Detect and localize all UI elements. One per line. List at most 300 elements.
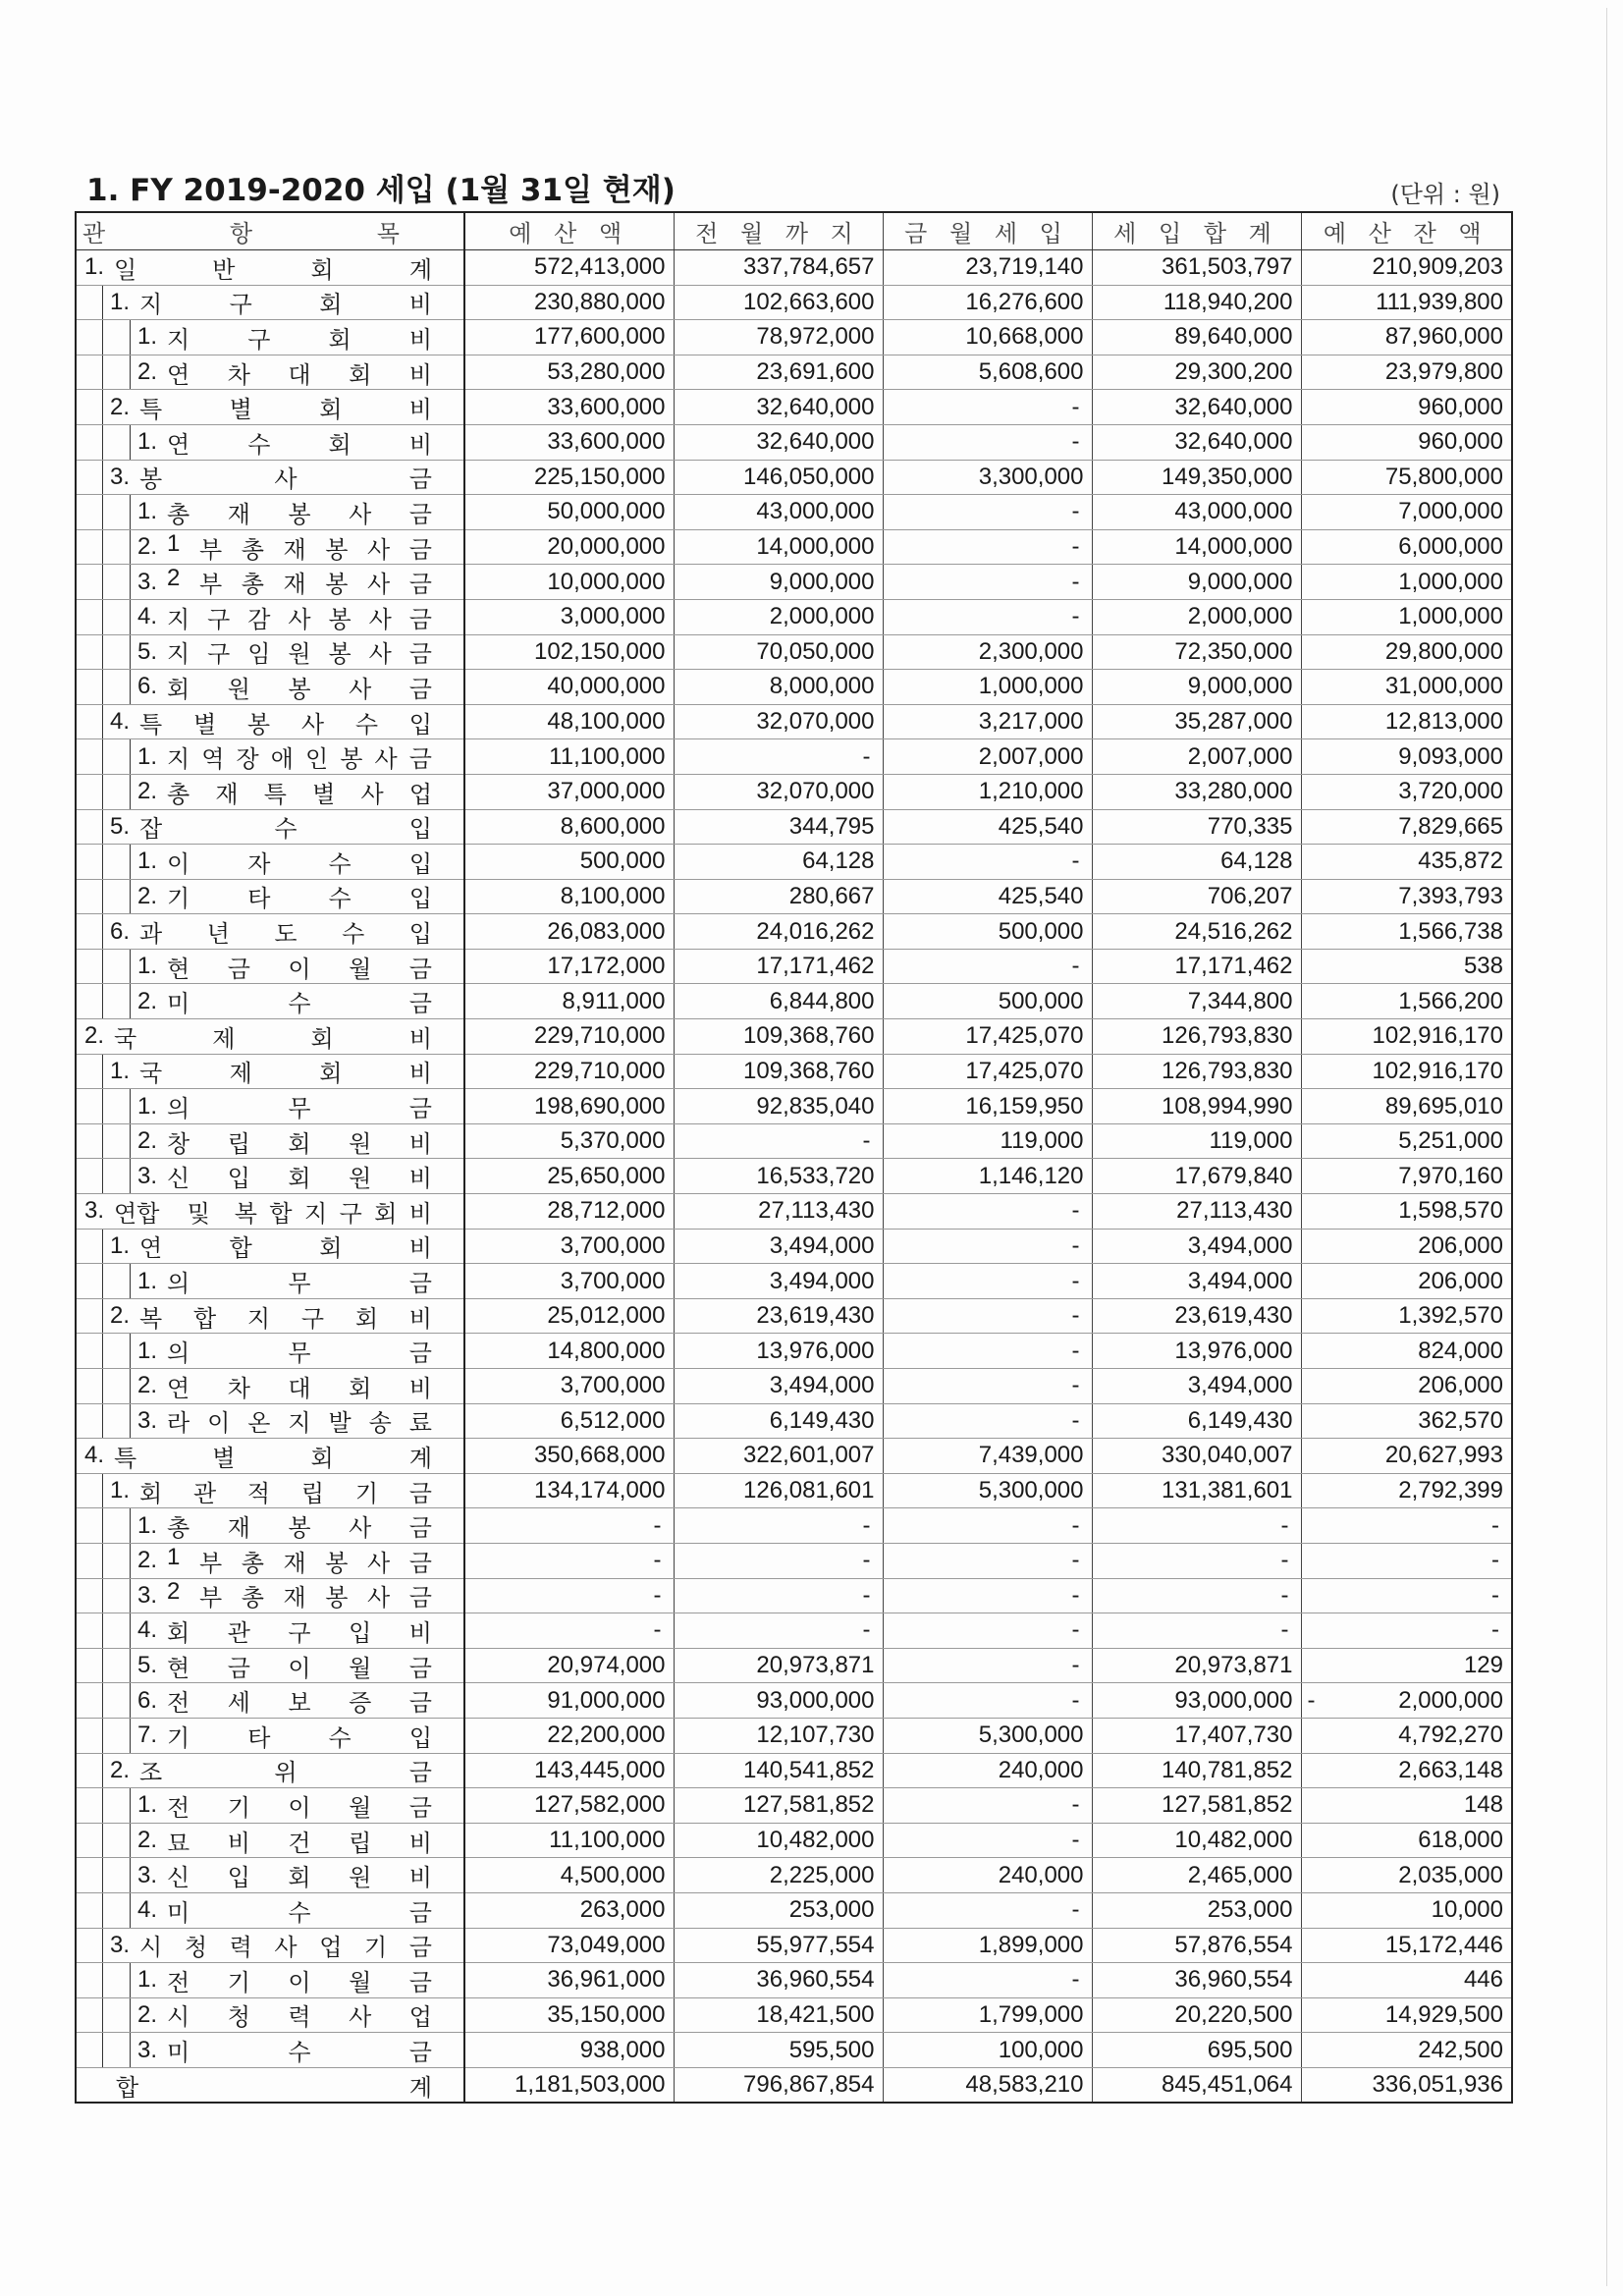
cell-value: 11,100,000 [549, 742, 666, 770]
row-name-char: 전 [167, 1969, 190, 1996]
row-name-char: 비 [408, 1166, 432, 1193]
cell-value: 824,000 [1418, 1337, 1503, 1364]
row-index: 1. [137, 1092, 158, 1120]
row-name [167, 2033, 432, 2067]
indent-line [130, 635, 131, 670]
row-index: 1. [137, 847, 158, 875]
dash-value: - [1491, 1616, 1499, 1644]
cell-value: 9,000,000 [1187, 673, 1293, 700]
indent-line [130, 1998, 131, 2033]
table-row [76, 1648, 1512, 1683]
cell-value: 7,393,793 [1398, 882, 1503, 909]
row-name-char: 사 [349, 1515, 372, 1543]
cell-budget [464, 1648, 674, 1683]
row-name-char: 증 [349, 1690, 372, 1718]
row-index: 4. [84, 1442, 105, 1469]
indent-line [102, 1858, 103, 1892]
cell-value: 344,795 [788, 812, 875, 840]
cell-value: 91,000,000 [547, 1686, 666, 1714]
row-name [167, 1824, 432, 1858]
row-index: 2. [137, 1827, 158, 1854]
indent-line [102, 914, 103, 949]
row-name [167, 1613, 432, 1648]
table-row [76, 1963, 1512, 1998]
row-label-cell [76, 984, 464, 1019]
cell-this-month [883, 914, 1092, 950]
row-index: 4. [110, 708, 131, 736]
cell-budget [464, 250, 674, 286]
dash-value: - [1071, 1337, 1080, 1364]
row-name-char: 국 [114, 1025, 137, 1053]
indent-line [102, 600, 103, 634]
row-name-char: 사 [274, 466, 298, 494]
row-index: 3. [84, 1197, 105, 1225]
cell-value: 1,598,570 [1398, 1197, 1503, 1225]
table-row [76, 250, 1512, 286]
cell-value: 23,619,430 [1174, 1302, 1293, 1330]
row-name-char: 청 [227, 2004, 250, 2032]
row-name-char: 금 [408, 1550, 432, 1577]
row-name-char: 회 [349, 361, 372, 389]
cell-value: 14,000,000 [1174, 533, 1293, 561]
cell-budget-remaining [1301, 495, 1512, 530]
row-name-char: 금 [227, 956, 250, 983]
row-name-char: 특 [139, 711, 163, 738]
cell-value: 126,081,601 [743, 1477, 875, 1504]
cell-revenue-total [1092, 1963, 1301, 1998]
cell-value: 500,000 [998, 917, 1084, 945]
row-name-char: 제 [229, 1061, 252, 1088]
row-label [137, 670, 432, 704]
indent-line [102, 1334, 103, 1368]
cell-budget [464, 495, 674, 530]
row-label-cell [76, 670, 464, 705]
cell-value: 2,000,000 [769, 603, 875, 630]
cell-revenue-total [1092, 809, 1301, 845]
indent-line [102, 1788, 103, 1823]
indent-line [130, 355, 131, 390]
row-name-char: 금 [408, 1760, 432, 1787]
cell-prev-months [674, 1963, 883, 1998]
cell-revenue-total [1092, 1054, 1301, 1089]
dash-value: - [862, 1581, 871, 1609]
cell-prev-months [674, 565, 883, 600]
row-label [137, 565, 432, 599]
cell-value: 3,700,000 [560, 1372, 666, 1399]
indent-line [130, 1683, 131, 1718]
row-index: 2. [137, 882, 158, 909]
cell-value: 16,533,720 [756, 1162, 875, 1189]
row-name-char: 비 [408, 1865, 432, 1892]
cell-budget [464, 809, 674, 845]
cell-prev-months [674, 1473, 883, 1508]
cell-budget [464, 1194, 674, 1230]
row-label-cell [76, 1054, 464, 1089]
indent-line [102, 1613, 103, 1648]
cell-budget-remaining [1301, 1823, 1512, 1858]
row-label [110, 1929, 432, 1963]
cell-this-month [883, 1403, 1092, 1439]
cell-revenue-total [1092, 565, 1301, 600]
row-name [116, 2068, 432, 2103]
cell-value: 35,150,000 [547, 2000, 666, 2028]
cell-prev-months [674, 1928, 883, 1963]
row-name-char: 비 [408, 397, 432, 424]
cell-budget-remaining [1301, 390, 1512, 425]
row-name [167, 1788, 432, 1823]
cell-value: 361,503,797 [1162, 253, 1293, 281]
row-name-char: 미 [167, 991, 190, 1018]
row-index: 1. [137, 1337, 158, 1364]
cell-value: 102,916,170 [1372, 1057, 1503, 1084]
cell-revenue-total [1092, 1229, 1301, 1264]
cell-value: 118,940,200 [1163, 288, 1293, 315]
table-row [76, 845, 1512, 880]
cell-budget [464, 704, 674, 739]
cell-value: 330,040,007 [1162, 1442, 1293, 1469]
row-name-char: 력 [288, 2004, 311, 2032]
cell-value: 43,000,000 [756, 498, 875, 525]
cell-value: 102,150,000 [534, 637, 666, 665]
row-label-cell [76, 1264, 464, 1299]
indent-line [130, 1544, 131, 1578]
row-index: 4. [137, 1616, 158, 1644]
cell-budget [464, 1613, 674, 1649]
row-name-char: 입 [408, 886, 432, 913]
row-name-char: 봉 [325, 1550, 349, 1577]
dash-value: - [1491, 1511, 1499, 1539]
row-name-char: 입 [408, 850, 432, 878]
cell-budget-remaining [1301, 599, 1512, 634]
row-name-char: 봉 [328, 641, 352, 669]
cell-value: 148 [1463, 1791, 1503, 1819]
row-name [167, 1997, 432, 2032]
row-name-char: 인 [305, 746, 329, 774]
cell-prev-months [674, 845, 883, 880]
row-label-cell [76, 1892, 464, 1928]
row-name-char: 금 [408, 1899, 432, 1927]
row-label-cell [76, 460, 464, 495]
row-index: 5. [137, 637, 158, 665]
cell-prev-months [674, 774, 883, 809]
row-name [114, 250, 432, 285]
cell-budget [464, 1718, 674, 1753]
cell-value: 93,000,000 [1174, 1686, 1293, 1714]
cell-value: 8,600,000 [560, 812, 666, 840]
cell-value: 108,994,990 [1162, 1092, 1293, 1120]
cell-revenue-total [1092, 914, 1301, 950]
cell-budget-remaining [1301, 565, 1512, 600]
row-name [167, 1963, 432, 1997]
row-label-cell [76, 424, 464, 460]
cell-value: 337,784,657 [743, 253, 875, 281]
row-name [139, 1229, 432, 1263]
row-name-char: 회 [167, 1619, 190, 1647]
cell-value: 140,541,852 [743, 1756, 875, 1783]
row-index: 1. [110, 1057, 131, 1084]
cell-value: 5,251,000 [1398, 1127, 1503, 1155]
row-index: 3. [137, 1406, 158, 1434]
dash-value: - [862, 1547, 871, 1574]
cell-value: 22,200,000 [547, 1722, 666, 1749]
row-name-char: 시 [139, 1935, 163, 1962]
cell-value: 6,000,000 [1398, 533, 1503, 561]
cell-prev-months [674, 1439, 883, 1474]
cell-value: 29,300,200 [1174, 358, 1293, 386]
cell-value: 32,640,000 [756, 393, 875, 420]
row-name-char: 비 [408, 361, 432, 389]
row-name-char: 이 [167, 850, 190, 878]
table-row [76, 670, 1512, 705]
cell-value: 20,973,871 [756, 1652, 875, 1679]
cell-prev-months [674, 424, 883, 460]
cell-this-month [883, 1543, 1092, 1578]
cell-value: 10,482,000 [756, 1827, 875, 1854]
row-name-char: 시 [167, 2004, 190, 2032]
header-budget-remaining: 예 산 잔 액 [1301, 212, 1512, 250]
dash-value: - [653, 1581, 662, 1609]
row-name [167, 634, 432, 669]
row-name-char: 온 [247, 1410, 271, 1438]
cell-value: 55,977,554 [756, 1931, 875, 1958]
cell-revenue-total [1092, 1473, 1301, 1508]
cell-this-month [883, 390, 1092, 425]
cell-budget [464, 1997, 674, 2033]
cell-revenue-total [1092, 1753, 1301, 1788]
indent-line [102, 1474, 103, 1508]
row-name-char: 구 [339, 1200, 362, 1228]
cell-value: 126,793,830 [1162, 1057, 1293, 1084]
row-name-char: 금 [408, 536, 432, 564]
row-name-char: 청 [184, 1935, 207, 1962]
cell-value: 538 [1463, 953, 1503, 980]
indent-line [102, 320, 103, 355]
cell-prev-months [674, 634, 883, 670]
table-row [76, 1508, 1512, 1544]
row-name-char: 회 [167, 676, 190, 703]
row-name-char: 사 [367, 536, 391, 564]
indent-line [102, 1508, 103, 1543]
cell-this-month [883, 599, 1092, 634]
dash-value: - [1071, 953, 1080, 980]
row-name-char: 사 [367, 1585, 391, 1613]
row-name-char: 감 [247, 606, 271, 633]
indent-line [130, 1649, 131, 1683]
indent-line [102, 390, 103, 424]
row-name-char: 수 [328, 850, 352, 878]
table-row [76, 1159, 1512, 1194]
table-row [76, 1123, 1512, 1159]
cell-value: 14,000,000 [756, 533, 875, 561]
row-label [110, 461, 432, 495]
cell-value: 12,107,730 [756, 1722, 875, 1749]
indent-line [130, 950, 131, 984]
cell-value: 143,445,000 [534, 1756, 666, 1783]
row-name-char: 기 [167, 886, 190, 913]
row-label-cell [76, 285, 464, 320]
row-name-char: 립 [349, 1830, 372, 1857]
cell-value: 242,500 [1418, 2036, 1503, 2063]
row-label-cell [76, 1439, 464, 1474]
header-this-month: 금 월 세 입 [883, 212, 1092, 250]
cell-prev-months [674, 879, 883, 914]
cell-this-month [883, 879, 1092, 914]
cell-prev-months [674, 390, 883, 425]
table-row [76, 914, 1512, 950]
cell-this-month [883, 809, 1092, 845]
row-name-char: 원 [349, 1865, 372, 1892]
row-name-char: 계 [408, 2074, 432, 2102]
row-name-char: 립 [227, 1130, 250, 1158]
row-name-char: 기 [227, 1969, 250, 1996]
cell-budget-remaining [1301, 739, 1512, 775]
row-name-char: 2 [167, 1578, 181, 1606]
cell-prev-months [674, 670, 883, 705]
table-row [76, 1194, 1512, 1230]
row-name-char: 봉 [325, 1585, 349, 1613]
cell-budget [464, 879, 674, 914]
cell-value: 24,016,262 [756, 917, 875, 945]
cell-value: 2,007,000 [978, 742, 1084, 770]
row-name-char: 봉 [328, 606, 352, 633]
row-name-char: 회 [288, 1865, 311, 1892]
row-name-char: 기 [364, 1935, 388, 1962]
cell-revenue-total [1092, 1508, 1301, 1544]
dash-value: - [1280, 1616, 1289, 1644]
row-name-char: 총 [167, 1515, 190, 1543]
row-index: 3. [110, 1931, 131, 1958]
cell-budget-remaining [1301, 1194, 1512, 1230]
dash-value: - [1071, 1896, 1080, 1924]
row-label-cell [76, 739, 464, 775]
table-row [76, 1543, 1512, 1578]
cell-revenue-total [1092, 599, 1301, 634]
cell-budget [464, 1369, 674, 1404]
total-row [76, 2067, 1512, 2103]
cell-revenue-total [1092, 1718, 1301, 1753]
cell-value: 5,300,000 [978, 1477, 1084, 1504]
row-label [110, 705, 432, 739]
cell-prev-months [674, 1089, 883, 1124]
cell-this-month [883, 424, 1092, 460]
cell-this-month [883, 1123, 1092, 1159]
indent-line [102, 1299, 103, 1334]
row-name-char: 자 [247, 850, 271, 878]
row-name-char: 회 [328, 431, 352, 459]
cell-value: 3,494,000 [769, 1267, 875, 1294]
row-name-char: 제 [212, 1025, 236, 1053]
row-name-char: 구 [229, 292, 252, 319]
table-row [76, 879, 1512, 914]
row-name [114, 1439, 432, 1473]
cell-revenue-total [1092, 424, 1301, 460]
cell-value: 9,000,000 [1187, 568, 1293, 595]
cell-value: 17,171,462 [1174, 953, 1293, 980]
cell-value: 70,050,000 [756, 637, 875, 665]
row-label-cell [76, 529, 464, 565]
row-name-char: 회 [319, 292, 343, 319]
cell-this-month [883, 1194, 1092, 1230]
cell-value: 425,540 [998, 882, 1084, 909]
row-name-char: 구 [247, 326, 271, 354]
cell-value: 17,407,730 [1174, 1722, 1293, 1749]
row-name-char: 금 [408, 2040, 432, 2067]
row-label-cell [76, 1578, 464, 1613]
cell-budget-remaining [1301, 2033, 1512, 2068]
cell-budget [464, 1403, 674, 1439]
cell-value: 119,000 [1209, 1127, 1293, 1155]
row-name-char: 구 [288, 1619, 311, 1647]
row-name-char: 업 [319, 1935, 343, 1962]
row-index: 3. [137, 2036, 158, 2063]
row-label-cell [76, 949, 464, 984]
cell-value: 3,494,000 [769, 1231, 875, 1259]
cell-value: 3,494,000 [1187, 1372, 1293, 1399]
row-name [167, 775, 432, 809]
cell-prev-months [674, 529, 883, 565]
table-header-row [76, 212, 1512, 250]
row-name-char: 타 [247, 1724, 271, 1752]
row-label-cell [76, 634, 464, 670]
row-name-char: 복 [234, 1200, 257, 1228]
indent-line [130, 1788, 131, 1823]
row-index: 7. [137, 1722, 158, 1749]
cell-value: 336,051,936 [1372, 2071, 1503, 2099]
cell-value: 17,172,000 [547, 953, 666, 980]
cell-value: 17,171,462 [756, 953, 875, 980]
row-name-char: 수 [247, 431, 271, 459]
indent-line [130, 2033, 131, 2067]
row-name-char: 사 [349, 501, 372, 528]
table-row [76, 1229, 1512, 1264]
row-name-char: 계 [408, 1445, 432, 1472]
table-row [76, 565, 1512, 600]
row-name-char: 도 [274, 921, 298, 949]
row-index: 2. [137, 1127, 158, 1155]
row-label [110, 1230, 432, 1264]
cell-this-month [883, 1578, 1092, 1613]
cell-value: 3,494,000 [1187, 1267, 1293, 1294]
indent-line [102, 461, 103, 495]
row-label [137, 739, 432, 774]
cell-value: 127,581,852 [1162, 1791, 1293, 1819]
row-label [137, 950, 432, 984]
cell-value: 695,500 [1207, 2036, 1293, 2063]
row-label [137, 1264, 432, 1298]
row-name [139, 390, 432, 424]
cell-revenue-total [1092, 1194, 1301, 1230]
cell-budget-remaining [1301, 285, 1512, 320]
cell-value: 1,146,120 [978, 1162, 1084, 1189]
cell-this-month [883, 845, 1092, 880]
row-name [167, 1893, 432, 1928]
row-label-cell [76, 1089, 464, 1124]
row-name-char: 지 [303, 1200, 328, 1228]
cell-budget-remaining [1301, 1159, 1512, 1194]
cell-value: 119,000 [1000, 1127, 1084, 1155]
cell-value: 78,972,000 [756, 323, 875, 351]
cell-budget-remaining [1301, 1648, 1512, 1683]
cell-value: 4,792,270 [1398, 1722, 1503, 1749]
row-label-cell [76, 1963, 464, 1998]
row-name [139, 460, 432, 494]
indent-line [102, 1404, 103, 1439]
cell-budget-remaining [1301, 1683, 1512, 1719]
row-name [139, 285, 432, 319]
cell-value: 362,570 [1418, 1406, 1503, 1434]
row-index: 2. [137, 1547, 158, 1574]
row-name-char: 비 [408, 1235, 432, 1263]
